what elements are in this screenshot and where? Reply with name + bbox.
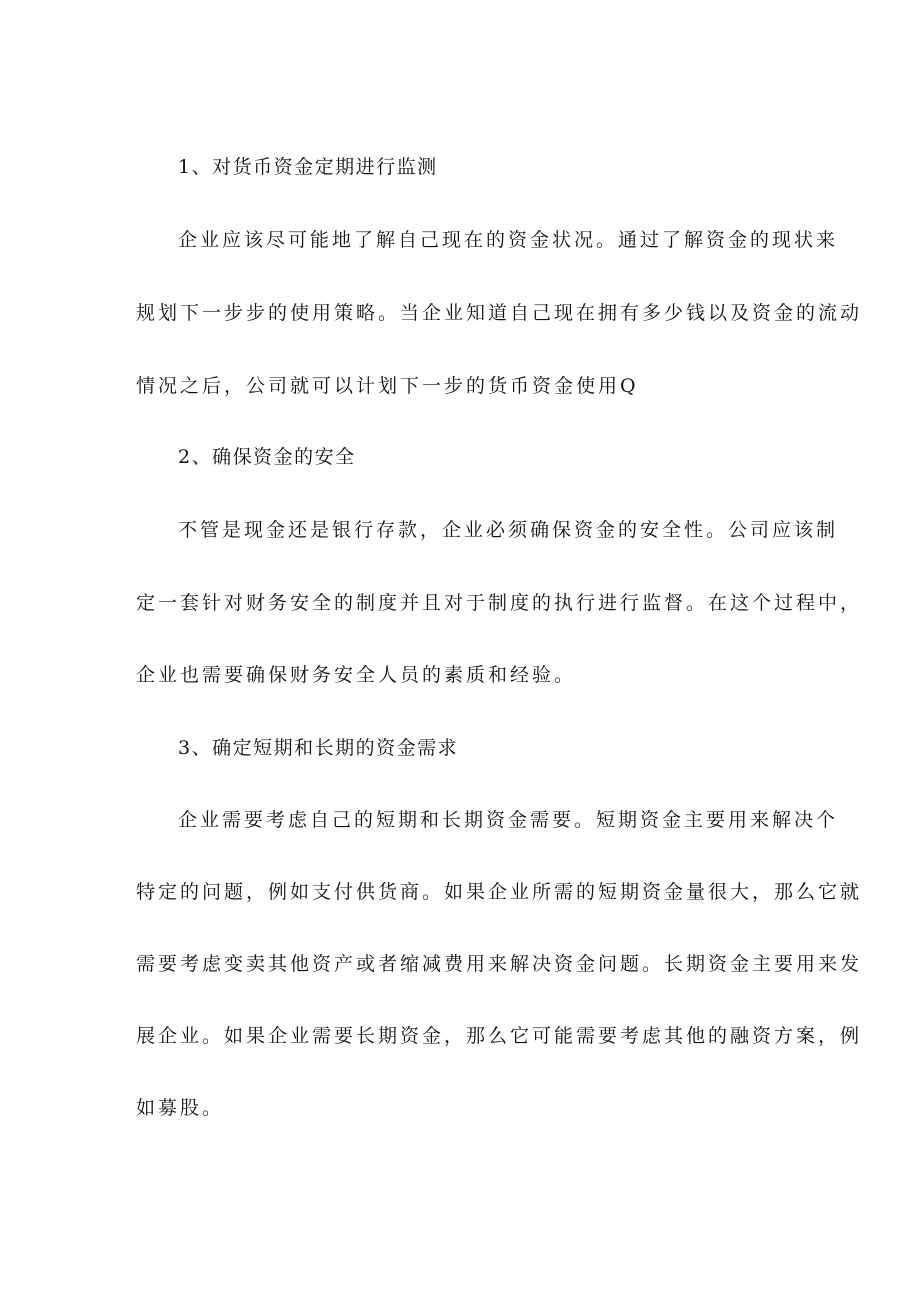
section-2-heading: 2、确保资金的安全	[178, 446, 356, 468]
section-3-line-4: 展企业。如果企业需要长期资金，那么它可能需要考虑其他的融资方案，例	[136, 1025, 863, 1047]
section-2-line-1: 不管是现金还是银行存款，企业必须确保资金的安全性。公司应该制	[178, 519, 839, 541]
section-1-line-3: 情况之后，公司就可以计划下一步的货币资金使用Q	[136, 375, 639, 397]
section-3-line-2: 特定的问题，例如支付供货商。如果企业所需的短期资金量很大，那么它就	[136, 881, 863, 903]
section-2-line-3: 企业也需要确保财务安全人员的素质和经验。	[136, 664, 577, 686]
section-3-heading: 3、确定短期和长期的资金需求	[178, 737, 459, 759]
section-1-heading: 1、对货币资金定期进行监测	[178, 156, 438, 178]
section-1-line-2: 规划下一步步的使用策略。当企业知道自己现在拥有多少钱以及资金的流动	[136, 302, 863, 324]
section-1-line-1: 企业应该尽可能地了解自己现在的资金状况。通过了解资金的现状来	[178, 229, 839, 251]
section-2-line-2: 定一套针对财务安全的制度并且对于制度的执行进行监督。在这个过程中，	[136, 592, 863, 614]
section-3-line-3: 需要考虑变卖其他资产或者缩减费用来解决资金问题。长期资金主要用来发	[136, 953, 863, 975]
section-3-line-5: 如募股。	[136, 1097, 225, 1119]
section-3-line-1: 企业需要考虑自己的短期和长期资金需要。短期资金主要用来解决个	[178, 809, 839, 831]
